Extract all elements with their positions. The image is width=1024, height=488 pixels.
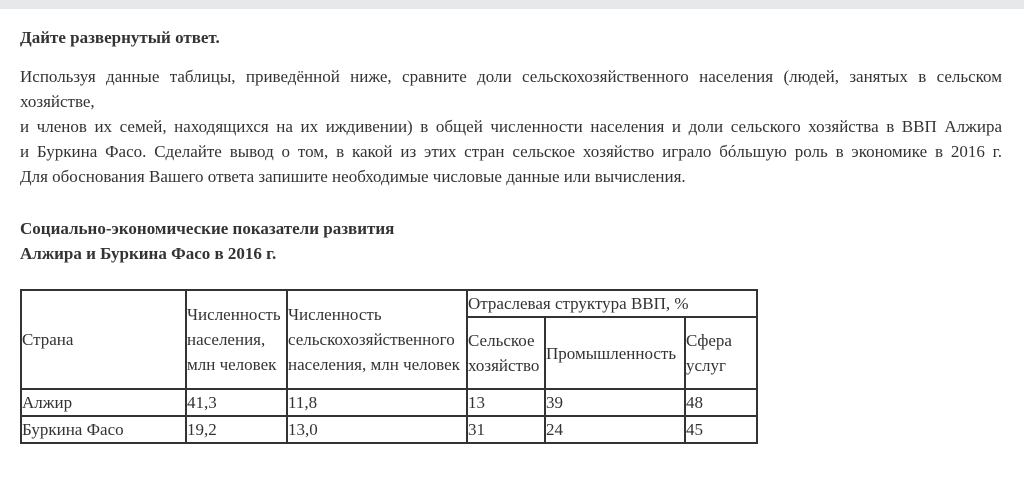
table-row [21, 389, 757, 416]
paragraph-line: и Буркина Фасо. Сделайте вывод о том, в какой из этих стран сельское хозяйство играло бóльшую роль в экономике в 2016 г. [20, 142, 1002, 161]
table-title [20, 216, 1010, 266]
cell-agri-population: 13,0 [287, 416, 467, 443]
cell-population: 19,2 [186, 416, 287, 443]
cell-country: Буркина Фасо [21, 416, 186, 443]
cell-services: 48 [685, 389, 757, 416]
header-country: Страна [21, 290, 186, 389]
task-content [20, 26, 1010, 444]
paragraph-line: Используя данные таблицы, приведённой ниже, сравните доли сельскохозяйственного населения (людей, занятых в сельском [20, 67, 1002, 86]
task-heading: Дайте развернутый ответ. [20, 28, 220, 47]
header-gdp-structure: Отраслевая структура ВВП, % [467, 290, 757, 317]
table-title-line: Алжира и Буркина Фасо в 2016 г. [20, 244, 277, 263]
indicators-table [20, 289, 758, 444]
table-row [21, 416, 757, 443]
header-population: Численность населения, млн человек [186, 290, 287, 389]
paragraph-line: Для обоснования Вашего ответа запишите необходимые числовые данные или вычисления. [20, 167, 686, 186]
cell-industry: 39 [545, 389, 685, 416]
table-title-line: Социально-экономические показатели развития [20, 219, 395, 238]
cell-agriculture: 31 [467, 416, 545, 443]
table-header-row [21, 290, 757, 317]
top-bar [0, 0, 1024, 9]
task-paragraph [20, 64, 1002, 189]
cell-agriculture: 13 [467, 389, 545, 416]
header-industry: Промышленность [545, 317, 685, 389]
paragraph-line: и членов их семей, находящихся на их иждивении) в общей численности населения и доли сельского хозяйства в ВВП Алжира [20, 117, 1002, 136]
cell-industry: 24 [545, 416, 685, 443]
cell-services: 45 [685, 416, 757, 443]
paragraph-line: хозяйстве, [20, 92, 95, 111]
header-services: Сфера услуг [685, 317, 757, 389]
header-agriculture: Сельское хозяйство [467, 317, 545, 389]
cell-population: 41,3 [186, 389, 287, 416]
cell-agri-population: 11,8 [287, 389, 467, 416]
cell-country: Алжир [21, 389, 186, 416]
header-agri-population: Численность сельскохозяйственного населения, млн человек [287, 290, 467, 389]
